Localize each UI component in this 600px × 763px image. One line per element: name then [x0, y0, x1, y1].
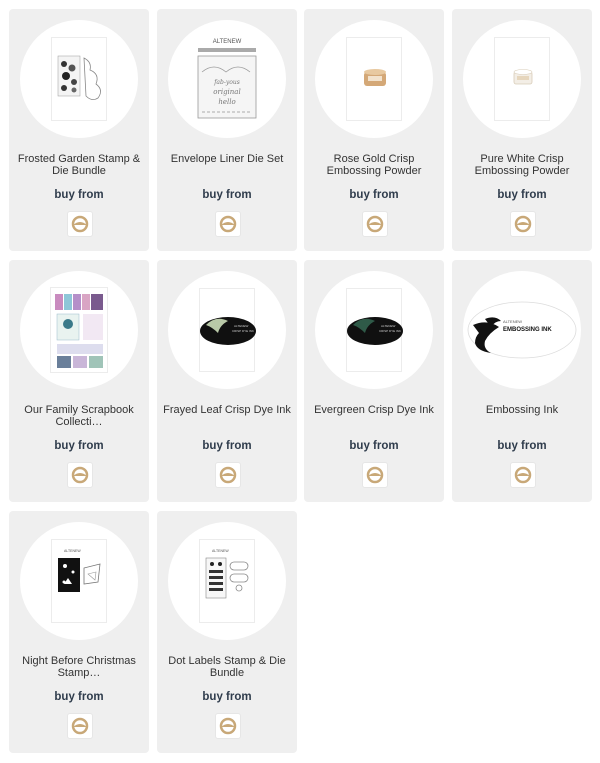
product-card — [9, 9, 149, 251]
altenew-store-icon[interactable] — [215, 713, 241, 739]
svg-text:ALTENEW: ALTENEW — [64, 549, 81, 553]
product-image[interactable] — [315, 20, 433, 138]
altenew-store-icon[interactable] — [215, 462, 241, 488]
product-image[interactable] — [20, 20, 138, 138]
buy-from-label: buy from — [349, 189, 399, 201]
svg-text:ALTENEW: ALTENEW — [503, 319, 523, 324]
product-title[interactable]: Evergreen Crisp Dye Ink — [314, 404, 434, 416]
product-image[interactable] — [463, 271, 581, 389]
product-card — [157, 511, 297, 753]
altenew-store-icon[interactable] — [510, 462, 536, 488]
product-thumbnail — [192, 32, 262, 126]
altenew-store-icon[interactable] — [67, 713, 93, 739]
product-card — [304, 260, 444, 502]
product-card — [9, 260, 149, 502]
buy-from-label: buy from — [202, 691, 252, 703]
pad-label: EMBOSSING INK — [503, 327, 552, 333]
product-title[interactable]: Embossing Ink — [485, 404, 559, 416]
product-title[interactable]: Frosted Garden Stamp & Die Bundle — [17, 153, 141, 177]
buy-from-label: buy from — [349, 440, 399, 452]
product-title[interactable]: Night Before Christmas Stamp… — [22, 655, 136, 679]
product-card — [9, 511, 149, 753]
product-image[interactable] — [20, 522, 138, 640]
product-image[interactable] — [168, 522, 286, 640]
product-title[interactable]: Pure White Crisp Embossing Powder — [474, 153, 570, 177]
product-thumbnail — [199, 288, 255, 372]
buy-from-label: buy from — [202, 189, 252, 201]
product-title[interactable]: Envelope Liner Die Set — [170, 153, 284, 165]
product-image[interactable] — [20, 271, 138, 389]
product-card — [304, 9, 444, 251]
product-card — [157, 260, 297, 502]
buy-from-label: buy from — [497, 440, 547, 452]
svg-text:ALTENEW: ALTENEW — [381, 324, 396, 328]
altenew-store-icon[interactable] — [362, 462, 388, 488]
buy-from-label: buy from — [54, 691, 104, 703]
svg-text:ALTENEW: ALTENEW — [234, 324, 249, 328]
product-image[interactable] — [315, 271, 433, 389]
product-thumbnail — [494, 37, 550, 121]
brand-label: ALTENEW — [212, 39, 242, 45]
product-title[interactable]: Frayed Leaf Crisp Dye Ink — [163, 404, 291, 416]
product-thumbnail — [467, 301, 577, 359]
buy-from-label: buy from — [54, 189, 104, 201]
buy-from-label: buy from — [202, 440, 252, 452]
product-image[interactable] — [463, 20, 581, 138]
product-card — [452, 9, 592, 251]
product-title[interactable]: Rose Gold Crisp Embossing Powder — [326, 153, 422, 177]
product-thumbnail — [51, 37, 107, 121]
altenew-store-icon[interactable] — [67, 462, 93, 488]
altenew-store-icon[interactable] — [362, 211, 388, 237]
altenew-store-icon[interactable] — [67, 211, 93, 237]
product-thumbnail — [199, 539, 255, 623]
product-thumbnail — [346, 288, 402, 372]
product-title[interactable]: Our Family Scrapbook Collecti… — [24, 404, 134, 428]
product-thumbnail — [50, 287, 108, 373]
product-thumbnail — [346, 37, 402, 121]
svg-text:ALTENEW: ALTENEW — [212, 549, 229, 553]
altenew-store-icon[interactable] — [510, 211, 536, 237]
svg-text:CRISP DYE INK: CRISP DYE INK — [232, 329, 254, 333]
product-image[interactable] — [168, 20, 286, 138]
product-image[interactable] — [168, 271, 286, 389]
altenew-store-icon[interactable] — [215, 211, 241, 237]
svg-text:original: original — [213, 88, 241, 96]
svg-text:CRISP DYE INK: CRISP DYE INK — [379, 329, 401, 333]
svg-text:fab-yous: fab-yous — [214, 79, 240, 86]
svg-text:hello: hello — [218, 98, 236, 106]
buy-from-label: buy from — [54, 440, 104, 452]
product-card — [452, 260, 592, 502]
product-thumbnail — [51, 539, 107, 623]
product-card — [157, 9, 297, 251]
product-title[interactable]: Dot Labels Stamp & Die Bundle — [168, 655, 286, 679]
buy-from-label: buy from — [497, 189, 547, 201]
